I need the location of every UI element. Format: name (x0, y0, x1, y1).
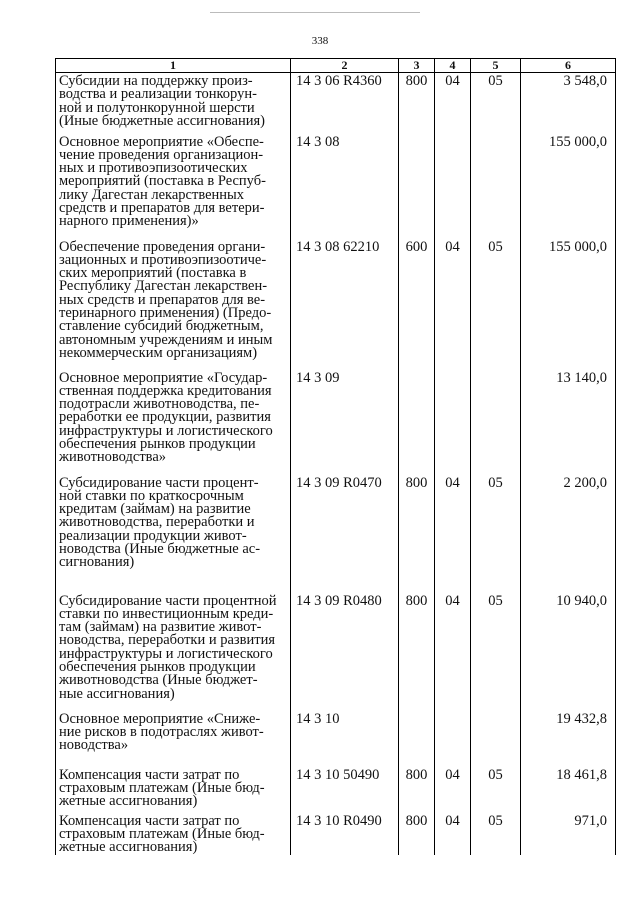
row-expense-type (399, 370, 435, 475)
header-cell-1: 1 (56, 59, 291, 73)
row-code: 14 3 09 R0470 (291, 475, 399, 593)
row-code: 14 3 08 (291, 134, 399, 239)
row-section: 04 (435, 73, 471, 134)
row-name: Субсидии на поддержку произ- водства и реализации тонкорун- ной и полутонкорунной шерсти (Иные бюджетные ассигнования) (56, 73, 291, 134)
row-section (435, 711, 471, 767)
row-subsection: 05 (471, 73, 521, 134)
table-row (56, 593, 616, 711)
row-section: 04 (435, 475, 471, 593)
header-cell-2: 2 (291, 59, 399, 73)
row-subsection: 05 (471, 593, 521, 711)
row-amount: 3 548,0 (521, 73, 616, 134)
row-subsection (471, 134, 521, 239)
row-section: 04 (435, 593, 471, 711)
row-amount: 155 000,0 (521, 239, 616, 370)
row-code: 14 3 10 50490 (291, 767, 399, 813)
row-code: 14 3 09 (291, 370, 399, 475)
table-body (56, 73, 616, 855)
header-row (56, 59, 616, 73)
row-name: Субсидирование части процент- ной ставки по краткосрочным кредитам (займам) на развитие животноводства, переработки и реализации продукции живот- новодства (Иные бюджетные ас- сигнования) (56, 475, 291, 593)
row-subsection: 05 (471, 239, 521, 370)
row-name: Компенсация части затрат по страховым платежам (Иные бюд- жетные ассигнования) (56, 813, 291, 855)
row-name: Основное мероприятие «Обеспе- чение проведения организацион- ных и противоэпизоотических мероприятий (поставка в Респуб- лику Дагестан лекарственных средств и препаратов для ветери- нарного применения)» (56, 134, 291, 239)
row-subsection (471, 711, 521, 767)
row-amount: 13 140,0 (521, 370, 616, 475)
table-row (56, 711, 616, 767)
row-expense-type: 800 (399, 767, 435, 813)
row-section (435, 134, 471, 239)
table-row (56, 73, 616, 134)
row-code: 14 3 09 R0480 (291, 593, 399, 711)
row-expense-type (399, 134, 435, 239)
header-cell-4: 4 (435, 59, 471, 73)
row-amount: 18 461,8 (521, 767, 616, 813)
row-name: Обеспечение проведения органи- зационных и противоэпизоотиче- ских мероприятий (поставка в Республику Дагестан лекарствен- ных средств и препаратов для ве- теринарного применения) (Предо- ставление субсидий бюджетным, автономным учреждениям и иным некоммерческим организациям) (56, 239, 291, 370)
row-amount: 19 432,8 (521, 711, 616, 767)
row-name: Основное мероприятие «Сниже- ние рисков в подотраслях живот- новодства» (56, 711, 291, 767)
table-row (56, 767, 616, 813)
row-expense-type: 800 (399, 813, 435, 855)
budget-table (55, 58, 616, 855)
row-name: Основное мероприятие «Государ- ственная поддержка кредитования подотрасли животноводства, пе- реработки ее продукции, развития инфраструктуры и логистического обеспечения рынков продукции животноводства» (56, 370, 291, 475)
row-section: 04 (435, 767, 471, 813)
row-expense-type: 800 (399, 73, 435, 134)
row-name: Компенсация части затрат по страховым платежам (Иные бюд- жетные ассигнования) (56, 767, 291, 813)
table-row (56, 239, 616, 370)
row-code: 14 3 10 (291, 711, 399, 767)
row-expense-type: 600 (399, 239, 435, 370)
row-code: 14 3 06 R4360 (291, 73, 399, 134)
row-amount: 971,0 (521, 813, 616, 855)
top-rule (210, 12, 420, 13)
page-number: 338 (311, 35, 329, 47)
row-code: 14 3 10 R0490 (291, 813, 399, 855)
row-expense-type: 800 (399, 593, 435, 711)
table-row (56, 475, 616, 593)
table-row (56, 134, 616, 239)
table-row (56, 813, 616, 855)
row-subsection: 05 (471, 813, 521, 855)
row-section: 04 (435, 813, 471, 855)
row-subsection: 05 (471, 767, 521, 813)
row-expense-type (399, 711, 435, 767)
row-subsection: 05 (471, 475, 521, 593)
row-subsection (471, 370, 521, 475)
row-amount: 10 940,0 (521, 593, 616, 711)
row-section: 04 (435, 239, 471, 370)
row-amount: 2 200,0 (521, 475, 616, 593)
row-amount: 155 000,0 (521, 134, 616, 239)
header-cell-3: 3 (399, 59, 435, 73)
row-name: Субсидирование части процентной ставки по инвестиционным креди- там (займам) на развитие живот- новодства, переработки и развития инфраструктуры и логистического обеспечения рынков продукции животноводства (Иные бюджет- ные ассигнования) (56, 593, 291, 711)
row-code: 14 3 08 62210 (291, 239, 399, 370)
header-cell-5: 5 (471, 59, 521, 73)
row-section (435, 370, 471, 475)
row-expense-type: 800 (399, 475, 435, 593)
table-row (56, 370, 616, 475)
header-cell-6: 6 (521, 59, 616, 73)
